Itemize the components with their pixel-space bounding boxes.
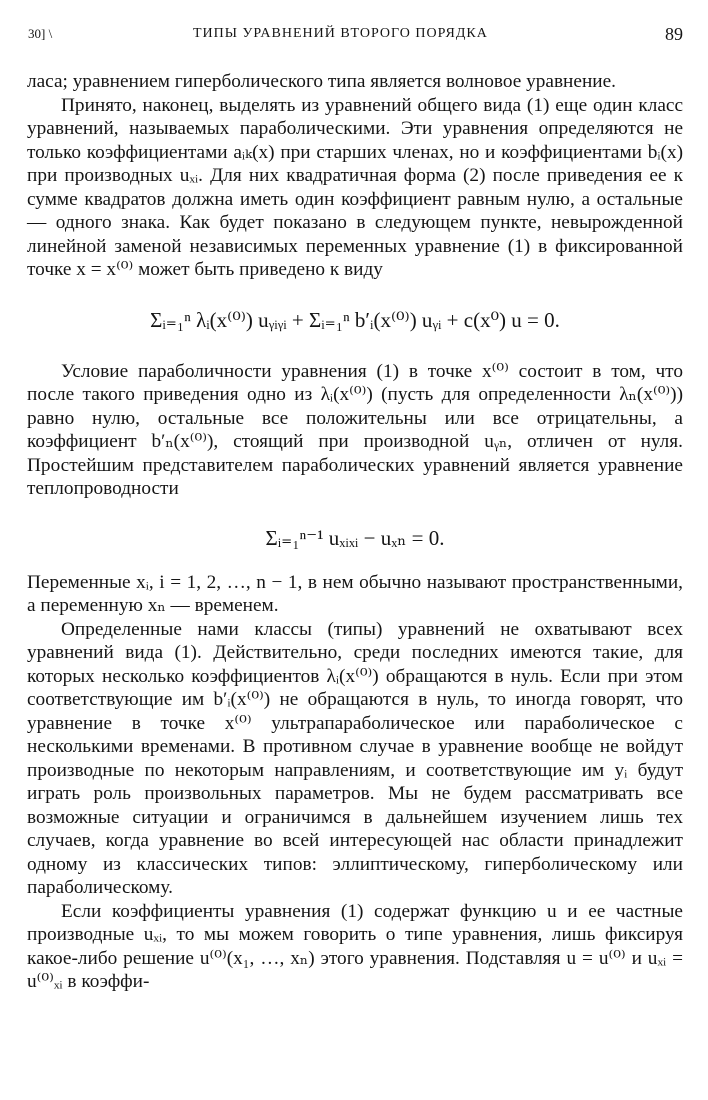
paragraph-parabolic-definition: Принято, наконец, выделять из уравнений общего вида (1) еще один класс уравнений, называемых параболическими. Эти уравнения определяются не только коэффициентами aᵢₖ(x) при старших членах, но и коэффициентами bᵢ(x) при производных uₓᵢ. Для них квадратичная форма (2) после приведения ее к сумме квадратов должна иметь один коэффициент равным нулю, а остальные — одного знака. Как будет показано в следующем пункте, невырожденной линейной заменой независимых переменных уравнение (1) в фиксированной точке x = x⁽⁰⁾ может быть приведено к виду (27, 94, 683, 280)
running-title: ТИПЫ УРАВНЕНИЙ ВТОРОГО ПОРЯДКА (193, 26, 488, 41)
page-number: 89 (665, 24, 683, 44)
page-body (27, 70, 683, 994)
paragraph-classes: Определенные нами классы (типы) уравнений не охватывают всех уравнений вида (1). Действительно, среди последних имеются такие, для которых несколько коэффициентов λᵢ(x⁽⁰⁾) обращаются в нуль. Если при этом соответствующие им b′ᵢ(x⁽⁰⁾) не обращаются в нуль, то иногда говорят, что уравнение в точке x⁽⁰⁾ ультрапараболическое или параболическое с несколькими временами. В противном случае в уравнение вообще не войдут производные по некоторым направлениям, и соответствующие им yᵢ будут играть роль произвольных параметров. Мы не будем рассматривать все возможные ситуации и ограничимся в дальнейшем изучением лишь тех случаев, когда уравнение во всей интересующей нас области принадлежит одному из классических типов: эллиптическому, гиперболическому или параболическому. (27, 618, 683, 898)
paragraph-parabolicity-condition: Условие параболичности уравнения (1) в точке x⁽⁰⁾ состоит в том, что после такого приведения одно из λᵢ(x⁽⁰⁾) (пусть для определенности λₙ(x⁽⁰⁾)) равно нулю, остальные все положительны или все отрицательны, а коэффициент b′ₙ(x⁽⁰⁾), стоящий при производной uᵧₙ, отличен от нуля. Простейшим представителем параболических уравнений является уравнение теплопроводности (27, 360, 683, 499)
paragraph-continuation: ласа; уравнением гиперболического типа является волновое уравнение. (27, 71, 616, 92)
paragraph-variables: Переменные xᵢ, i = 1, 2, …, n − 1, в нем обычно называют пространственными, а переменную xₙ — временем. (27, 571, 683, 616)
running-header (28, 26, 683, 48)
paragraph-nonlinear: Если коэффициенты уравнения (1) содержат функцию u и ее частные производные uₓᵢ, то мы можем говорить о типе уравнения, лишь фиксируя какое-либо решение u⁽⁰⁾(x₁, …, xₙ) этого уравнения. Подставляя u = u⁽⁰⁾ и uₓᵢ = u⁽⁰⁾ₓᵢ в коэффи- (27, 900, 683, 992)
formula-heat-equation: Σᵢ₌₁ⁿ⁻¹ uₓᵢₓᵢ − uₓₙ = 0. (265, 525, 445, 550)
formula-canonical-form: Σᵢ₌₁ⁿ λᵢ(x⁽⁰⁾) uᵧᵢᵧᵢ + Σᵢ₌₁ⁿ b′ᵢ(x⁽⁰⁾) uᵧᵢ + c(x⁰) u = 0. (150, 307, 560, 332)
header-left-mark: 30] \ (28, 26, 53, 41)
